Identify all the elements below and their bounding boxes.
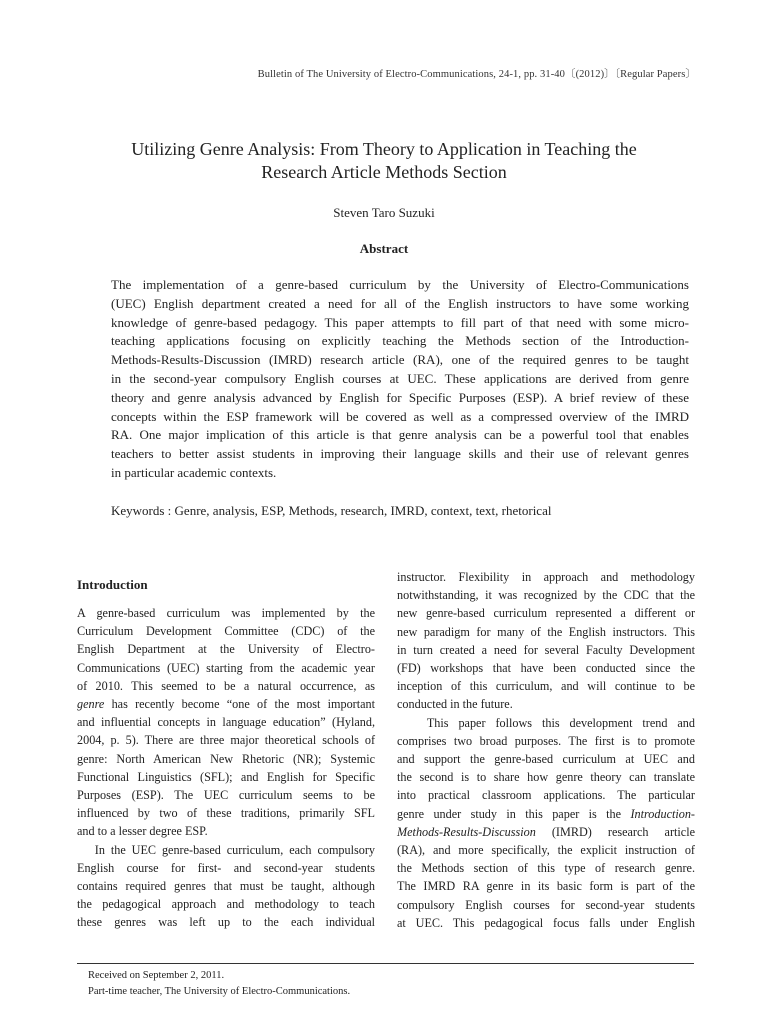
- body-text-line: In the UEC genre-based curriculum, each compulsory: [77, 842, 375, 857]
- abstract-heading: Abstract: [359, 241, 409, 256]
- body-text-line: these genres was left up to the each individual: [77, 915, 375, 930]
- body-text-line: instructor. Flexibility in approach and methodology: [397, 570, 695, 584]
- footnotes: [88, 968, 350, 1000]
- body-text-line: into practical classroom applications. The particular: [397, 788, 695, 803]
- author-name: Steven Taro Suzuki: [333, 205, 435, 220]
- body-text-line: the Methods section of this type of research genre.: [397, 861, 695, 876]
- article-title: [60, 138, 708, 184]
- body-text-line: Curriculum Development Committee (CDC) of the: [77, 624, 375, 639]
- running-header: Bulletin of The University of Electro-Communications, 24-1, pp. 31-40〔(2012)〕〔Regular Papers〕: [257, 69, 696, 80]
- body-text-line: genre: North American New Rhetoric (NR); Systemic: [77, 751, 375, 766]
- abstract-line: Methods-Results-Discussion (IMRD) research article (RA), one of the required genres to be taught: [111, 352, 689, 368]
- abstract-line: RA. One major implication of this article is that genre analysis can be a powerful tool that enables: [111, 427, 689, 443]
- body-text-line: the second is to share how genre theory can translate: [397, 770, 695, 785]
- body-text-line: Communications (UEC) starting from the academic year: [77, 660, 375, 675]
- body-text-line: 2004, p. 5). There are three major theoretical schools of: [77, 733, 375, 748]
- body-text-line: inception of this curriculum, and will continue to be: [397, 679, 695, 694]
- body-text-line: and to a lesser degree ESP.: [77, 824, 208, 839]
- body-text-line: genre under study in this paper is the Introduction-: [397, 806, 695, 821]
- body-text-line: of 2010. This seemed to be a natural occurrence, as: [77, 678, 375, 693]
- abstract-line: in the second-year compulsory English courses at UEC. These applications are derived from genre: [111, 370, 689, 386]
- body-text-line: Methods-Results-Discussion (IMRD) research article: [397, 824, 695, 839]
- body-text-line: comprises two broad purposes. The first is to promote: [397, 733, 695, 748]
- body-text-line: English Department at the University of Electro-: [77, 642, 375, 657]
- body-text-line: A genre-based curriculum was implemented by the: [77, 606, 375, 620]
- body-text-line: at UEC. This pedagogical focus falls under English: [397, 915, 695, 930]
- abstract-line: in particular academic contexts.: [111, 464, 277, 480]
- abstract-line: The implementation of a genre-based curriculum by the University of Electro-Communications: [111, 277, 689, 292]
- body-text-line: contains required genres that must be taught, although: [77, 879, 375, 894]
- footnote-affiliation: Part-time teacher, The University of Electro-Communications.: [88, 986, 351, 997]
- body-text-line: (FD) workshops that have been conducted since the: [397, 661, 695, 676]
- body-text-line: new paradigm for many of the English instructors. This: [397, 624, 695, 639]
- footnote-received: Received on September 2, 2011.: [88, 970, 225, 981]
- footnote-divider: [77, 963, 694, 964]
- body-text-line: (RA), and more specifically, the explicit instruction of: [397, 843, 695, 858]
- body-text-line: conducted in the future.: [397, 697, 513, 712]
- abstract-line: teaching applications focusing on explicitly teaching the Methods section of the Introduction-: [111, 333, 689, 349]
- abstract-line: teachers to better assist students in improving their language skills and their use of relevant genres: [111, 446, 689, 462]
- right-column-text: [397, 568, 695, 932]
- body-text-line: influenced by two of these traditions, primarily SFL: [77, 806, 375, 821]
- body-text-line: in turn created a need for several Faculty Development: [397, 642, 695, 657]
- abstract-line: knowledge of genre-based pedagogy. This paper attempts to fill part of that need with some micro-: [111, 314, 689, 330]
- title-line-2: Research Article Methods Section: [261, 162, 507, 182]
- body-text-line: English course for first- and second-year students: [77, 860, 375, 875]
- body-text-line: The IMRD RA genre in its basic form is part of the: [397, 879, 695, 894]
- body-text-line: This paper follows this development trend and: [397, 715, 695, 730]
- abstract-line: concepts within the ESP framework will be covered as well as a compressed overview of the IMRD: [111, 408, 689, 424]
- abstract-body: [111, 276, 689, 483]
- abstract-line: (UEC) English department created a need for all of the English instructors to have some working: [111, 295, 689, 311]
- body-text-line: Purposes (ESP). The UEC curriculum seems to be: [77, 788, 375, 803]
- title-line-1: Utilizing Genre Analysis: From Theory to Application in Teaching the: [131, 139, 637, 159]
- body-text-line: and influential concepts in language education” (Hyland,: [77, 715, 375, 730]
- section-heading-introduction: Introduction: [77, 577, 148, 592]
- body-text-line: compulsory English courses for second-year students: [397, 897, 695, 912]
- body-text-line: and support the genre-based curriculum at UEC and: [397, 752, 695, 767]
- keywords: Keywords : Genre, analysis, ESP, Methods, research, IMRD, context, text, rhetorical: [111, 503, 552, 518]
- abstract-line: theory and genre analysis advanced by English for Specific Purposes (ESP). A brief review of these: [111, 389, 689, 405]
- body-text-line: Functional Linguistics (SFL); and English for Specific: [77, 769, 375, 784]
- body-text-line: the pedagogical approach and methodology to teach: [77, 897, 375, 912]
- body-text-line: notwithstanding, it was recognized by the CDC that the: [397, 588, 695, 603]
- left-column-text: [77, 604, 375, 932]
- body-text-line: new genre-based curriculum represented a different or: [397, 606, 695, 621]
- body-text-line: genre has recently become “one of the most important: [77, 697, 375, 712]
